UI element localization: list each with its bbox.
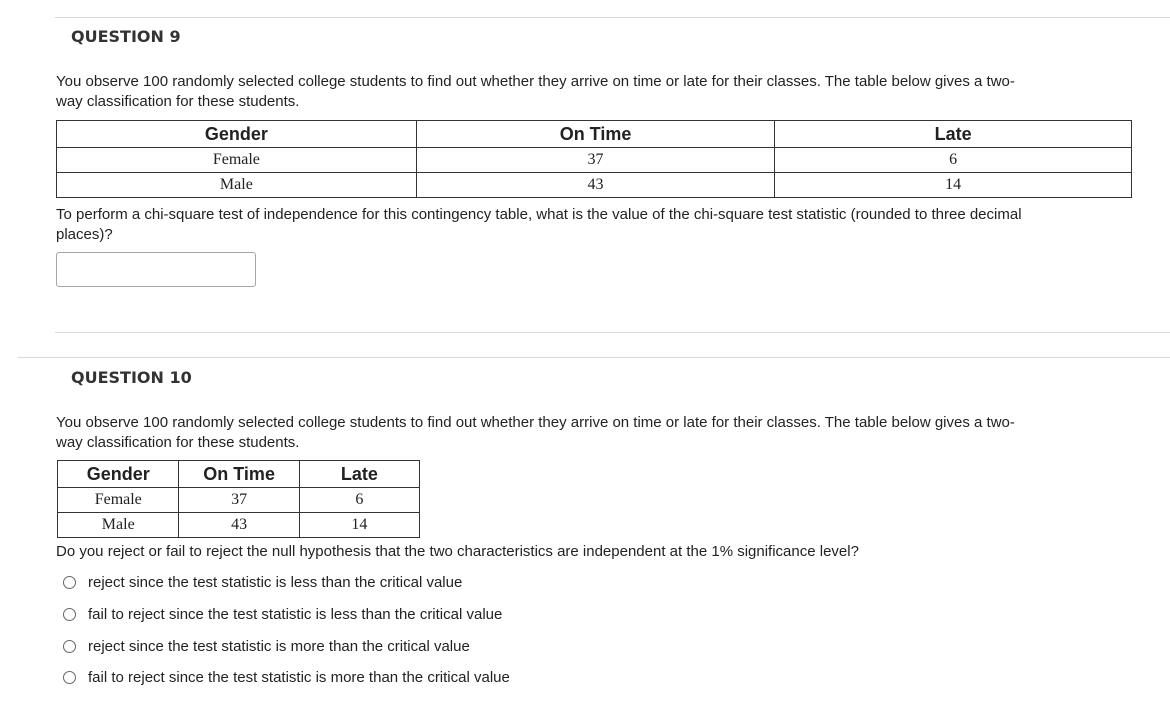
cell-late: 14 [775, 173, 1132, 198]
cell-late: 6 [775, 148, 1132, 173]
question-10-intro-line2: way classification for these students. [56, 434, 300, 451]
question-9-answer-input[interactable] [56, 252, 256, 287]
table-row [58, 488, 420, 513]
cell-on-time: 37 [179, 488, 299, 513]
option-3-label: reject since the test statistic is more than the critical value [88, 637, 470, 655]
option-3[interactable] [63, 636, 470, 656]
option-2[interactable] [63, 604, 502, 624]
table-header-row [58, 461, 420, 488]
cell-late: 14 [299, 513, 419, 538]
header-on-time: On Time [416, 121, 775, 148]
radio-button[interactable] [63, 640, 76, 653]
table-row [57, 148, 1132, 173]
option-1-label: reject since the test statistic is less than the critical value [88, 573, 463, 591]
divider-q9-bottom [55, 332, 1170, 333]
table-header-row [57, 121, 1132, 148]
question-10-prompt: Do you reject or fail to reject the null hypothesis that the two characteristics are independent at the 1% significance level? [56, 543, 859, 560]
question-9-prompt [56, 205, 1022, 245]
question-9-intro-line2: way classification for these students. [56, 93, 300, 110]
cell-gender: Male [57, 173, 417, 198]
cell-on-time: 37 [416, 148, 775, 173]
question-10-intro-line1: You observe 100 randomly selected college students to find out whether they arrive on time or late for their classes. The table below gives a two- [56, 414, 1015, 431]
header-late: Late [299, 461, 419, 488]
cell-on-time: 43 [416, 173, 775, 198]
option-4-label: fail to reject since the test statistic is more than the critical value [88, 668, 510, 686]
radio-button[interactable] [63, 608, 76, 621]
header-late: Late [775, 121, 1132, 148]
question-10-title: QUESTION 10 [71, 368, 192, 387]
question-9-table [56, 120, 1132, 198]
radio-button[interactable] [63, 671, 76, 684]
question-10-table [57, 460, 420, 538]
cell-on-time: 43 [179, 513, 299, 538]
divider-top [55, 17, 1170, 18]
cell-gender: Female [57, 148, 417, 173]
question-9-prompt-line1: To perform a chi-square test of independence for this contingency table, what is the value of the chi-square test statistic (rounded to three decimal [56, 206, 1022, 223]
radio-button[interactable] [63, 576, 76, 589]
header-gender: Gender [57, 121, 417, 148]
header-on-time: On Time [179, 461, 299, 488]
cell-gender: Female [58, 488, 179, 513]
question-9-title: QUESTION 9 [71, 27, 181, 46]
question-9-prompt-line2: places)? [56, 226, 113, 243]
option-4[interactable] [63, 667, 510, 687]
option-2-label: fail to reject since the test statistic is less than the critical value [88, 605, 503, 623]
question-9-intro [56, 72, 1015, 112]
question-10-intro [56, 413, 1015, 453]
header-gender: Gender [58, 461, 179, 488]
divider-q10-top [18, 357, 1170, 358]
question-9-intro-line1: You observe 100 randomly selected college students to find out whether they arrive on time or late for their classes. The table below gives a two- [56, 73, 1015, 90]
cell-late: 6 [299, 488, 419, 513]
table-row [58, 513, 420, 538]
option-1[interactable] [63, 572, 462, 592]
table-row [57, 173, 1132, 198]
cell-gender: Male [58, 513, 179, 538]
